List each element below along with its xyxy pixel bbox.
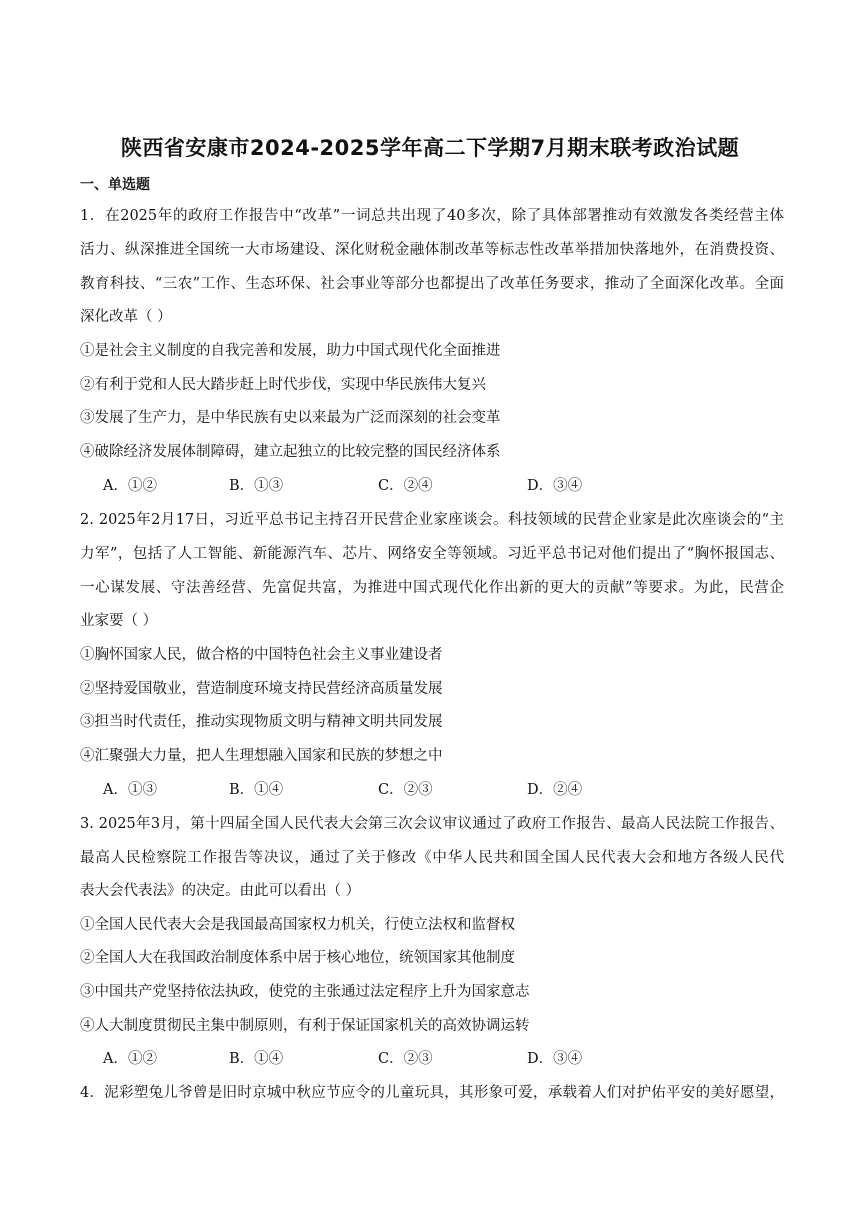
question-1-statement-4: ④破除经济发展体制障碍，建立起独立的比较完整的国民经济体系 (80, 444, 501, 460)
question-1-statement-3: ③发展了生产力，是中华民族有史以来最为广泛而深刻的社会变革 (80, 410, 501, 426)
question-2-statement-2: ②坚持爱国敬业，营造制度环境支持民营经济高质量发展 (80, 681, 443, 697)
question-2-line-1: 2. 2025年2月17日，习近平总书记主持召开民营企业家座谈会。科技领域的民营企业家是此次座谈会的“主 (80, 512, 784, 528)
question-2-option-a: A．①③ (103, 782, 157, 798)
question-2-line-3: 一心谋发展、守法善经营、先富促共富，为推进中国式现代化作出新的更大的贡献”等要求。为此，民营企 (80, 580, 784, 596)
question-1-option-b: B．①③ (229, 478, 284, 494)
question-2-option-d: D．②④ (527, 782, 583, 798)
question-3-statement-3: ③中国共产党坚持依法执政，使党的主张通过法定程序上升为国家意志 (80, 984, 530, 1000)
question-1-line-2: 活力、纵深推进全国统一大市场建设、深化财税金融体制改革等标志性改革举措加快落地外，在消费投资、 (80, 242, 784, 258)
question-2-statement-1: ①胸怀国家人民，做合格的中国特色社会主义事业建设者 (80, 647, 443, 663)
question-3-statement-2: ②全国人大在我国政治制度体系中居于核心地位，统领国家其他制度 (80, 950, 515, 966)
question-2-line-2: 力军”，包括了人工智能、新能源汽车、芯片、网络安全等领域。习近平总书记对他们提出了“胸怀报国志、 (80, 546, 784, 562)
question-4-line-1: 4．泥彩塑兔儿爷曾是旧时京城中秋应节应令的儿童玩具，其形象可爱，承载着人们对护佑平安的美好愿望， (80, 1085, 784, 1101)
section-heading: 一、单选题 (80, 177, 150, 193)
question-3-line-3: 表大会代表法》的决定。由此可以看出（ ） (80, 883, 361, 899)
page-title: 陕西省安康市2024-2025学年高二下学期7月期末联考政治试题 (120, 136, 740, 160)
question-2-line-4: 业家要（ ） (80, 613, 158, 629)
question-3-option-a: A．①② (103, 1051, 157, 1067)
question-2-statement-4: ④汇聚强大力量，把人生理想融入国家和民族的梦想之中 (80, 748, 443, 764)
question-1-statement-2: ②有利于党和人民大踏步赶上时代步伐，实现中华民族伟大复兴 (80, 377, 486, 393)
question-3-statement-4: ④人大制度贯彻民主集中制原则，有利于保证国家机关的高效协调运转 (80, 1018, 530, 1034)
question-1-line-4: 深化改革（ ） (80, 309, 172, 325)
question-3-statement-1: ①全国人民代表大会是我国最高国家权力机关，行使立法权和监督权 (80, 917, 515, 933)
question-3-option-d: D．③④ (527, 1051, 583, 1067)
question-2-statement-3: ③担当时代责任，推动实现物质文明与精神文明共同发展 (80, 714, 443, 730)
question-1-statement-1: ①是社会主义制度的自我完善和发展，助力中国式现代化全面推进 (80, 343, 501, 359)
question-3-option-c: C．②③ (378, 1051, 433, 1067)
question-1-option-d: D．③④ (527, 478, 583, 494)
question-3-line-1: 3. 2025年3月，第十四届全国人民代表大会第三次会议审议通过了政府工作报告、最高人民法院工作报告、 (80, 816, 784, 832)
question-1-line-1: 1．在2025年的政府工作报告中“改革”一词总共出现了40多次，除了具体部署推动有效激发各类经营主体 (80, 208, 784, 224)
question-2-option-c: C．②③ (378, 782, 433, 798)
question-3-option-b: B．①④ (229, 1051, 284, 1067)
question-3-line-2: 最高人民检察院工作报告等决议，通过了关于修改《中华人民共和国全国人民代表大会和地方各级人民代 (80, 850, 784, 866)
question-2-option-b: B．①④ (229, 782, 284, 798)
question-1-line-3: 教育科技、“三农”工作、生态环保、社会事业等部分也都提出了改革任务要求，推动了全面深化改革。全面 (80, 276, 784, 292)
question-1-option-a: A．①② (103, 478, 157, 494)
question-1-option-c: C．②④ (378, 478, 433, 494)
